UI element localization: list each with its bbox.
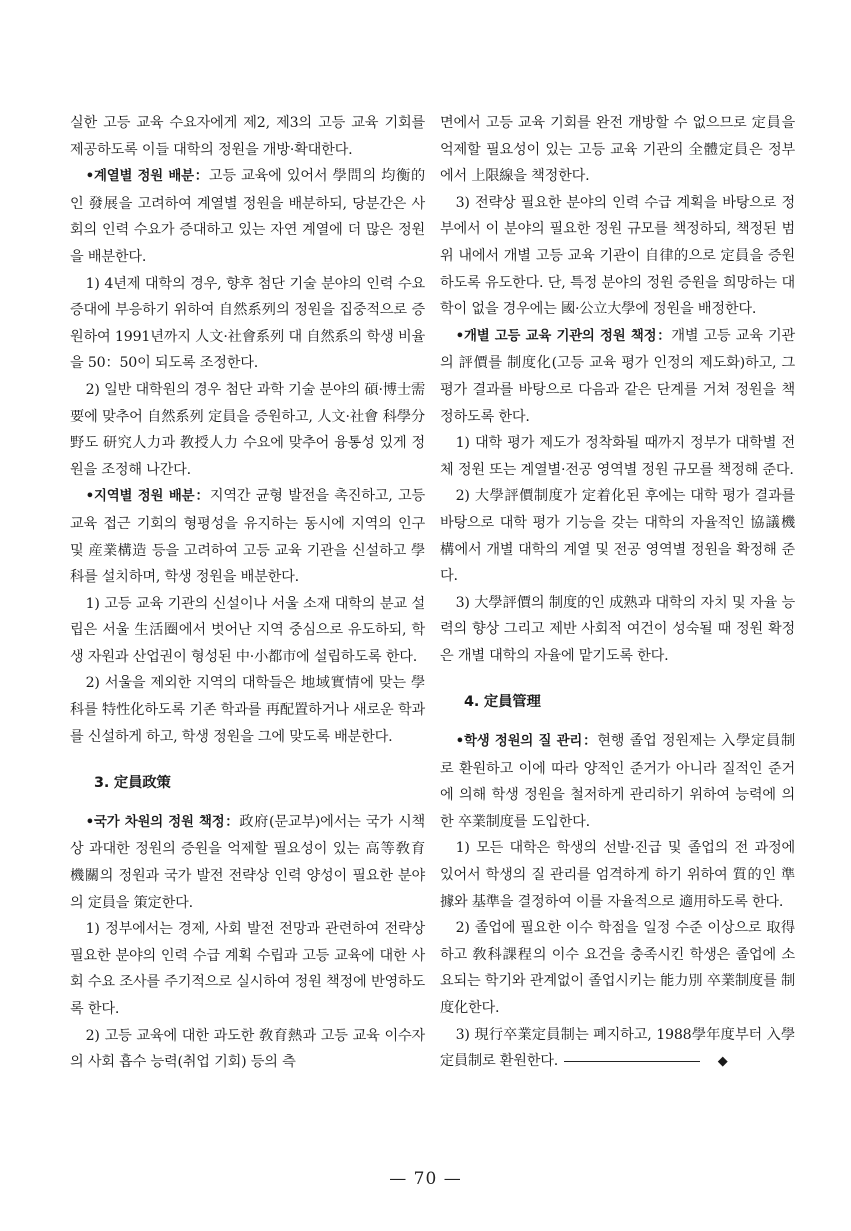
paragraph-text: 현행 졸업 정원제는 入學定員制로 환원하고 이에 따라 양적인 준거가 아니라 질적인 준거에 의해 학생 정원을 철저하게 관리하기 위하여 능력에 의한 卒業制度를 도입한다. [440,733,795,830]
body-paragraph: 면에서 고등 교육 기회를 완전 개방할 수 없으므로 定員을 억제할 필요성이 있는 고등 교육 기관의 全體定員은 정부에서 上限線을 책정한다. [440,115,795,185]
body-paragraph: 실한 고등 교육 수요자에게 제2, 제3의 고등 교육 기회를 제공하도록 이들 대학의 정원을 개방·확대한다. [70,115,425,158]
section-heading: 3. 定員政策 [94,775,171,792]
right-column [440,110,795,1075]
body-paragraph: 1) 대학 평가 제도가 정착화될 때까지 정부가 대학별 전체 정원 또는 계열별·전공 영역별 정원 규모를 책정해 준다. [440,435,795,478]
body-paragraph: 3) 전략상 필요한 분야의 인력 수급 계획을 바탕으로 정부에서 이 분야의 필요한 정원 규모를 책정하되, 책정된 범위 내에서 개별 고등 교육 기관이 自律的으로 定員을 증원하도록 유도한다. 단, 특정 분야의 정원 증원을 희망하는 대학이 없을 경우에는 國·公立大學에 정원을 배정한다. [440,194,795,318]
end-diamond-icon: ◆ [717,1053,728,1069]
body-paragraph: 2) 서울을 제외한 지역의 대학들은 地域實情에 맞는 學科를 特性化하도록 기존 학과를 再配置하거나 새로운 학과를 신설하게 하고, 학생 정원을 그에 맞도록 배분한다. [70,675,425,745]
paragraph-text: 지역간 균형 발전을 촉진하고, 고등 교육 접근 기회의 형평성을 유지하는 동시에 지역의 인구 및 産業構造 등을 고려하여 고등 교육 기관을 신설하고 學科를 설치하며, 학생 정원을 배분한다. [70,488,426,586]
paragraph-lead: •지역별 정원 배분： [85,489,210,505]
body-paragraph: 1) 고등 교육 기관의 신설이나 서울 소재 대학의 분교 설립은 서울 生活圈에서 벗어난 지역 중심으로 유도하되, 학생 자원과 산업권이 형성된 中·小都市에 설립하도록 한다. [70,595,425,665]
section-heading: 4. 定員管理 [464,694,541,711]
body-paragraph: 2) 졸업에 필요한 이수 학점을 일정 수준 이상으로 取得하고 敎科課程의 이수 요건을 충족시킨 학생은 졸업에 소요되는 학기와 관계없이 졸업시키는 能力別 卒業制度를 制度化한다. [440,920,795,1016]
body-paragraph: 2) 고등 교육에 대한 과도한 敎育熱과 고등 교육 이수자의 사회 흡수 능력(취업 기회) 등의 측 [70,1027,425,1071]
policy-paragraph [70,163,425,270]
closing-paragraph [440,1022,795,1075]
paragraph-lead: •학생 정원의 질 관리： [455,734,598,750]
body-paragraph: 1) 4년제 대학의 경우, 향후 첨단 기술 분야의 인력 수요 증대에 부응하기 위하여 自然系列의 정원을 집중적으로 증원하여 1991년까지 人文·社會系列 대 自然系의 학생 비율을 50：50이 되도록 조정한다. [70,275,425,372]
paragraph-text: 3) 現行卒業定員制는 폐지하고, 1988學年度부터 入學定員制로 환원한다. [440,1026,795,1070]
body-paragraph: 2) 大學評價制度가 定着化된 후에는 대학 평가 결과를 바탕으로 대학 평가 기능을 갖는 대학의 자율적인 協議機構에서 개별 대학의 계열 및 전공 영역별 정원을 확정해 준다. [440,488,795,585]
body-paragraph: 1) 모든 대학은 학생의 선발·진급 및 졸업의 전 과정에 있어서 학생의 질 관리를 엄격하게 하기 위하여 質的인 準據와 基準을 결정하여 이를 자율적으로 適用하도록 한다. [440,840,795,910]
paragraph-text: 고등 교육에 있어서 學問의 均衡的인 發展을 고려하여 계열별 정원을 배분하되, 당분간은 사회의 인력 수요가 증대하고 있는 자연 계열에 더 많은 정원을 배분한다. [70,168,425,265]
page-number: — 70 — [389,1169,462,1189]
body-paragraph: 1) 정부에서는 경제, 사회 발전 전망과 관련하여 전략상 필요한 분야의 인력 수급 계획 수립과 고등 교육에 대한 사회 수요 조사를 주기적으로 실시하여 정원 책정에 반영하도록 한다. [70,921,425,1017]
left-column [70,110,425,1076]
policy-paragraph [70,809,425,916]
paragraph-text: 政府(문교부)에서는 국가 시책상 과대한 정원의 증원을 억제할 필요성이 있는 高等敎育機關의 정원과 국가 발전 전략상 인력 양성이 필요한 분야의 定員을 策定한다. [70,813,425,911]
paragraph-lead: •계열별 정원 배분： [85,169,209,185]
end-rule [564,1061,700,1062]
body-paragraph: 2) 일반 대학원의 경우 첨단 과학 기술 분야의 碩·博士需要에 맞추어 自然系列 定員을 증원하고, 人文·社會 科學分野도 研究人力과 教授人力 수요에 맞추어 융통성 있게 정원을 조정해 나간다. [70,381,425,478]
policy-paragraph [440,728,795,835]
policy-paragraph [70,483,425,590]
paragraph-text: 개별 고등 교육 기관의 評價를 制度化(고등 교육 평가 인정의 제도화)하고, 그 평가 결과를 바탕으로 다음과 같은 단계를 거쳐 정원을 책정하도록 한다. [440,327,795,425]
body-paragraph: 3) 大學評價의 制度的인 成熟과 대학의 자치 및 자율 능력의 향상 그리고 제반 사회적 여건이 성숙될 때 정원 확정은 개별 대학의 자율에 맡기도록 한다. [440,594,795,664]
paragraph-lead: •국가 차원의 정원 책정： [85,814,240,830]
policy-paragraph [440,323,795,430]
paragraph-lead: •개별 고등 교육 기관의 정원 책정： [455,328,672,344]
